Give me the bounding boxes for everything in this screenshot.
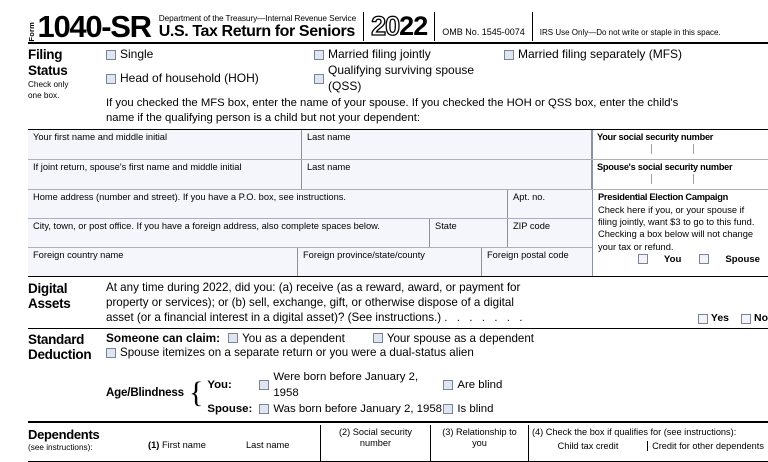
label-home-address: Home address (number and street). If you have a P.O. box, see instructions.	[33, 191, 346, 202]
checkbox-single[interactable]	[106, 47, 314, 63]
field-your-last-name[interactable]	[302, 130, 592, 159]
digital-assets-label	[28, 280, 106, 325]
label-presidential-you: You	[663, 253, 682, 265]
column-first-name-number: (1)	[148, 440, 160, 451]
digital-assets-question-line-1: At any time during 2022, did you: (a) receive (as a reward, award, or payment for	[106, 280, 521, 294]
digital-assets-title-2: Assets	[28, 296, 71, 312]
field-spouse-last-name[interactable]	[302, 160, 592, 189]
name-row-primary	[28, 130, 768, 160]
spouse-itemizes-row	[106, 346, 768, 359]
dependents-see-instructions: (see instructions):	[28, 443, 93, 453]
department-label: Department of the Treasury—Internal Revenue Service	[158, 13, 357, 24]
label-digital-assets-no: No	[754, 312, 768, 325]
standard-deduction-title-2: Deduction	[28, 347, 92, 363]
name-row-spouse	[28, 160, 768, 190]
ssn-divider-marks-primary	[593, 143, 768, 155]
column-relationship-line-1: (3) Relationship to	[442, 427, 517, 438]
label-age-blindness: Age/Blindness	[106, 386, 184, 400]
filing-status-options	[106, 44, 768, 124]
presidential-heading: Presidential Election Campaign	[598, 191, 728, 202]
checkbox-icon-presidential-you[interactable]	[638, 254, 648, 264]
form-body	[27, 9, 768, 462]
filing-status-row-2	[106, 63, 768, 95]
column-qualifies-subcolumns	[529, 441, 768, 451]
checkbox-icon-are-blind[interactable]	[443, 380, 453, 390]
filing-status-hint-2: one box.	[28, 91, 60, 101]
checkbox-icon-is-blind[interactable]	[443, 404, 453, 414]
label-is-blind: Is blind	[457, 402, 494, 415]
checkbox-icon-spouse-as-dependent[interactable]	[373, 333, 383, 343]
checkbox-qualifying-surviving-spouse[interactable]	[314, 63, 504, 95]
label-your-first-name: Your first name and middle initial	[33, 131, 168, 142]
digital-assets-question-line-3-text: asset (or a financial interest in a digital asset)? (See instructions.)	[106, 311, 442, 325]
field-city[interactable]	[28, 219, 430, 247]
label-foreign-postal: Foreign postal code	[487, 249, 569, 260]
checkbox-icon-married-separately[interactable]	[504, 50, 514, 60]
column-relationship-label	[431, 425, 528, 449]
filing-status-section	[28, 44, 768, 124]
checkbox-presidential-you[interactable]	[638, 254, 683, 265]
field-spouse-first-name[interactable]	[28, 160, 302, 189]
age-blindness-row-you	[207, 369, 502, 401]
age-blindness-block: Age/Blindness { You: Were born before January 2, 1958 Are blind Spouse: Was born before January 2, 1958 Is blind	[28, 369, 768, 418]
column-last-name-label: Last name	[246, 440, 290, 451]
label-are-blind: Are blind	[457, 378, 503, 391]
label-qualifying-surviving-spouse: Qualifying surviving spouse (QSS)	[328, 63, 475, 94]
digital-assets-question	[106, 280, 698, 325]
label-foreign-country: Foreign country name	[33, 249, 124, 260]
dependents-title: Dependents	[28, 427, 100, 443]
field-foreign-province[interactable]	[298, 248, 482, 276]
checkbox-married-separately[interactable]	[504, 47, 682, 63]
irs-use-only-note: IRS Use Only—Do not write or staple in this space.	[539, 28, 721, 38]
form-header	[27, 9, 768, 44]
checkbox-spouse-born-before[interactable]	[259, 401, 443, 417]
label-married-jointly: Married filing jointly	[328, 47, 431, 62]
label-your-ssn: Your social security number	[597, 131, 714, 142]
checkbox-are-blind[interactable]	[443, 377, 502, 393]
checkbox-icon-you-born-before[interactable]	[259, 380, 269, 390]
column-first-name	[148, 440, 206, 450]
presidential-election-campaign	[592, 190, 768, 276]
field-foreign-country[interactable]	[28, 248, 298, 276]
checkbox-icon-single[interactable]	[106, 50, 116, 60]
address-rows	[28, 190, 592, 276]
taxpayer-info-grid	[28, 129, 768, 277]
column-relationship-line-2: you	[472, 437, 487, 448]
column-child-tax-credit: Child tax credit	[557, 440, 619, 451]
label-presidential-spouse: Spouse	[725, 253, 760, 265]
checkbox-icon-you-as-dependent[interactable]	[228, 333, 238, 343]
form-title: U.S. Tax Return for Seniors	[158, 22, 355, 40]
row-home-address	[28, 190, 592, 219]
age-blindness-rows	[207, 369, 502, 418]
someone-can-claim-row	[106, 331, 768, 345]
label-spouse-last-name: Last name	[307, 161, 351, 172]
form-number: 1040-SR	[37, 9, 151, 44]
leader-dots: . . . . . . .	[444, 312, 526, 325]
checkbox-icon-qualifying-surviving-spouse[interactable]	[314, 74, 324, 84]
label-head-of-household: Head of household (HOH)	[120, 71, 259, 86]
omb-number: OMB No. 1545-0074	[442, 27, 525, 38]
filing-status-row-1	[106, 47, 768, 63]
checkbox-icon-spouse-itemizes[interactable]	[106, 348, 116, 358]
row-city-state-zip	[28, 219, 592, 248]
field-zip[interactable]	[508, 219, 592, 247]
header-divider-2	[434, 12, 435, 41]
standard-deduction-body	[106, 331, 768, 362]
label-you: You:	[207, 378, 232, 391]
standard-deduction-title-1: Standard	[28, 332, 85, 348]
digital-assets-answers	[698, 280, 768, 325]
ssn-divider-marks-spouse	[593, 173, 768, 185]
column-dependent-ssn	[320, 425, 430, 461]
digital-assets-title-1: Digital	[28, 280, 68, 296]
label-spouse-ssn: Spouse's social security number	[597, 161, 733, 172]
header-divider-3	[532, 12, 533, 41]
address-and-presidential-block	[28, 190, 768, 276]
label-spouse-as-dependent: Your spouse as a dependent	[386, 331, 535, 345]
digital-assets-question-line-3	[106, 310, 698, 325]
filing-status-note-1: If you checked the MFS box, enter the name of your spouse. If you checked the HOH or QSS box, enter the child's	[106, 96, 679, 109]
dependents-section	[28, 425, 768, 462]
column-relationship	[430, 425, 528, 461]
checkbox-icon-presidential-spouse[interactable]	[699, 254, 709, 264]
tax-year	[371, 13, 427, 41]
label-city: City, town, or post office. If you have a foreign address, also complete spaces below.	[33, 220, 380, 231]
field-state[interactable]	[430, 219, 508, 247]
checkbox-icon-digital-assets-no[interactable]	[741, 314, 751, 324]
digital-assets-question-line-2: property or services); or (b) sell, exchange, gift, or otherwise dispose of a digital	[106, 295, 514, 309]
label-apt-no: Apt. no.	[513, 191, 546, 202]
header-divider-1	[363, 12, 364, 41]
label-spouse: Spouse:	[207, 402, 253, 415]
checkbox-head-of-household[interactable]	[106, 71, 314, 87]
digital-assets-section	[28, 277, 768, 329]
checkbox-you-born-before[interactable]	[259, 369, 443, 401]
field-your-ssn[interactable]	[592, 130, 768, 159]
checkbox-icon-married-jointly[interactable]	[314, 50, 324, 60]
form-word-label: Form	[27, 21, 36, 42]
column-first-name-label: First name	[161, 440, 206, 451]
field-spouse-ssn[interactable]	[592, 160, 768, 189]
label-your-last-name: Last name	[307, 131, 351, 142]
checkbox-icon-digital-assets-yes[interactable]	[698, 314, 708, 324]
checkbox-icon-spouse-born-before[interactable]	[259, 404, 269, 414]
standard-deduction-section	[28, 329, 768, 423]
label-state: State	[435, 220, 457, 231]
label-zip: ZIP code	[513, 220, 551, 231]
field-your-first-name[interactable]	[28, 130, 302, 159]
label-you-as-dependent: You as a dependent	[242, 331, 345, 345]
label-you-born-before: Were born before January 2, 1958	[273, 370, 419, 399]
field-foreign-postal[interactable]	[482, 248, 592, 276]
tax-year-prefix: 20	[371, 11, 400, 42]
presidential-body: Check here if you, or your spouse if filing jointly, want $3 to go to this fund. Checking a box below will not change your tax or refund.	[598, 205, 755, 252]
field-apt-no[interactable]	[508, 190, 592, 218]
dependents-label	[28, 425, 148, 461]
filing-status-note-2: name if the qualifying person is a child but not your dependent:	[106, 111, 421, 124]
filing-status-title-1: Filing	[28, 47, 63, 63]
label-single: Single	[120, 47, 154, 62]
column-dependent-ssn-label: (2) Social security number	[338, 427, 412, 448]
dependents-name-columns	[148, 425, 320, 461]
column-qualifies-for-label: (4) Check the box if qualifies for (see instructions):	[532, 427, 737, 438]
filing-status-hint-1: Check only	[28, 79, 69, 89]
checkbox-is-blind[interactable]	[443, 401, 493, 417]
label-foreign-province: Foreign province/state/county	[303, 249, 425, 260]
label-spouse-first-name: If joint return, spouse's first name and middle initial	[33, 161, 242, 172]
label-married-separately: Married filing separately (MFS)	[518, 47, 683, 62]
form-title-block	[159, 14, 356, 41]
presidential-checkboxes	[598, 254, 764, 265]
checkbox-presidential-spouse[interactable]	[699, 254, 762, 265]
standard-deduction-label	[28, 331, 106, 362]
label-spouse-itemizes: Spouse itemizes on a separate return or you were a dual-status alien	[120, 346, 474, 360]
label-someone-can-claim: Someone can claim:	[106, 331, 221, 346]
label-digital-assets-yes: Yes	[710, 312, 729, 325]
tax-year-suffix: 22	[399, 11, 428, 42]
field-home-address[interactable]	[28, 190, 508, 218]
filing-status-label	[28, 44, 106, 124]
column-credit-other-dependents: Credit for other dependents	[647, 441, 768, 451]
column-qualifies-for	[528, 425, 768, 461]
row-foreign-address	[28, 248, 592, 276]
filing-status-title-2: Status	[28, 62, 68, 78]
label-spouse-born-before: Was born before January 2, 1958	[273, 402, 442, 415]
checkbox-icon-head-of-household[interactable]	[106, 74, 116, 84]
age-blindness-row-spouse	[207, 401, 502, 417]
checkbox-married-jointly[interactable]	[314, 47, 504, 63]
